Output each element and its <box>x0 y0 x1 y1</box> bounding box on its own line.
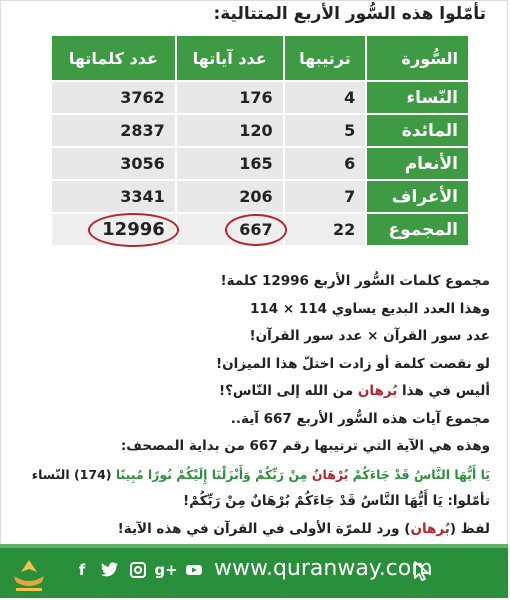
text-part: أليس في هذا <box>397 383 490 399</box>
row-verses: 120 <box>176 114 284 147</box>
total-verses: 667 <box>239 220 273 239</box>
row-surah-name: الأعراف <box>366 180 469 213</box>
logo-icon <box>6 556 52 596</box>
row-order: 7 <box>284 180 367 213</box>
table-row <box>51 81 469 114</box>
highlighted-word: بُرهان <box>357 383 398 399</box>
highlighted-word: بُرْهَانٌ <box>311 466 349 482</box>
google-plus-icon[interactable]: g+ <box>154 561 178 579</box>
verse-part: يَا أَيُّهَا النَّاسُ قَدْ جَاءَكُمْ <box>348 466 490 482</box>
text-line: مجموع كلمات السُّور الأربع 12996 كلمة! <box>220 273 490 289</box>
total-verses-cell <box>176 213 284 246</box>
explanation-text <box>20 268 490 543</box>
total-words: 12996 <box>102 219 165 240</box>
row-verses: 206 <box>176 180 284 213</box>
table-row <box>51 147 469 180</box>
row-words: 2837 <box>51 114 176 147</box>
text-part: لفظ ( <box>449 520 490 537</box>
header-order: ترتيبها <box>284 35 367 81</box>
social-links <box>72 560 204 580</box>
verse-part: مِنْ رَبِّكُمْ وَأَنْزَلْنَا إِلَيْكُمْ نُورًا مُبِينًا <box>115 466 312 482</box>
total-label: المجموع <box>366 213 469 246</box>
table-header-row <box>51 35 469 81</box>
table-row <box>51 180 469 213</box>
row-order: 4 <box>284 81 367 114</box>
text-line: وهذه هي الآية التي ترتيبها رقم 667 من بداية المصحف: <box>120 438 490 454</box>
instagram-icon[interactable] <box>128 560 148 580</box>
row-words: 3762 <box>51 81 176 114</box>
verse-line <box>20 461 490 489</box>
twitter-icon[interactable] <box>100 560 120 580</box>
highlighted-word: بُرهان <box>410 520 450 537</box>
row-verses: 165 <box>176 147 284 180</box>
surah-table <box>50 34 470 247</box>
text-line <box>20 378 490 406</box>
text-line: مجموع آيات هذه السُّور الأربع 667 آية.. <box>230 410 490 427</box>
verse-reference: (174) النّساء <box>31 466 116 482</box>
row-surah-name: الأنعام <box>366 147 469 180</box>
text-part: من الله إلى النّاس؟! <box>218 383 358 399</box>
text-part: ) ورد للمرّة الأولى في القرآن في هذه الآية! <box>117 520 411 537</box>
total-words-circled <box>102 219 165 240</box>
red-oval-highlight <box>88 213 179 247</box>
table-row <box>51 114 469 147</box>
text-line: لو نقصت كلمة أو زادت اختلّ هذا الميزان! <box>216 355 490 372</box>
total-verses-circled <box>239 220 272 239</box>
cursor-icon <box>412 560 432 582</box>
row-surah-name: المائدة <box>366 114 469 147</box>
total-order: 22 <box>284 213 367 246</box>
facebook-icon[interactable]: f <box>78 561 86 579</box>
text-line: وهذا العدد البديع يساوي 114 × 114 <box>249 300 490 317</box>
row-order: 6 <box>284 147 367 180</box>
row-words: 3341 <box>51 180 176 213</box>
total-words-cell <box>51 213 176 246</box>
text-line <box>20 516 490 544</box>
text-line: عدد سور القرآن × عدد سور القرآن! <box>249 328 490 344</box>
table-total-row <box>51 213 469 246</box>
header-words: عدد كلماتها <box>51 35 176 81</box>
footer-stripe <box>0 544 508 548</box>
red-oval-highlight <box>225 214 286 246</box>
text-line: تأمّلوا: يَا أَيُّهَا النَّاسُ قَدْ جَاءَكُمْ بُرْهَانٌ مِنْ رَبِّكُمْ! <box>183 493 490 509</box>
page-title: تأمّلوا هذه السُّور الأربع المتتالية: <box>213 4 486 24</box>
website-link[interactable]: www.quranway.com <box>214 556 433 581</box>
header-surah: السُّورة <box>366 35 469 81</box>
row-surah-name: النّساء <box>366 81 469 114</box>
youtube-icon[interactable] <box>184 560 204 580</box>
header-verses: عدد آياتها <box>176 35 284 81</box>
row-order: 5 <box>284 114 367 147</box>
row-words: 3056 <box>51 147 176 180</box>
row-verses: 176 <box>176 81 284 114</box>
